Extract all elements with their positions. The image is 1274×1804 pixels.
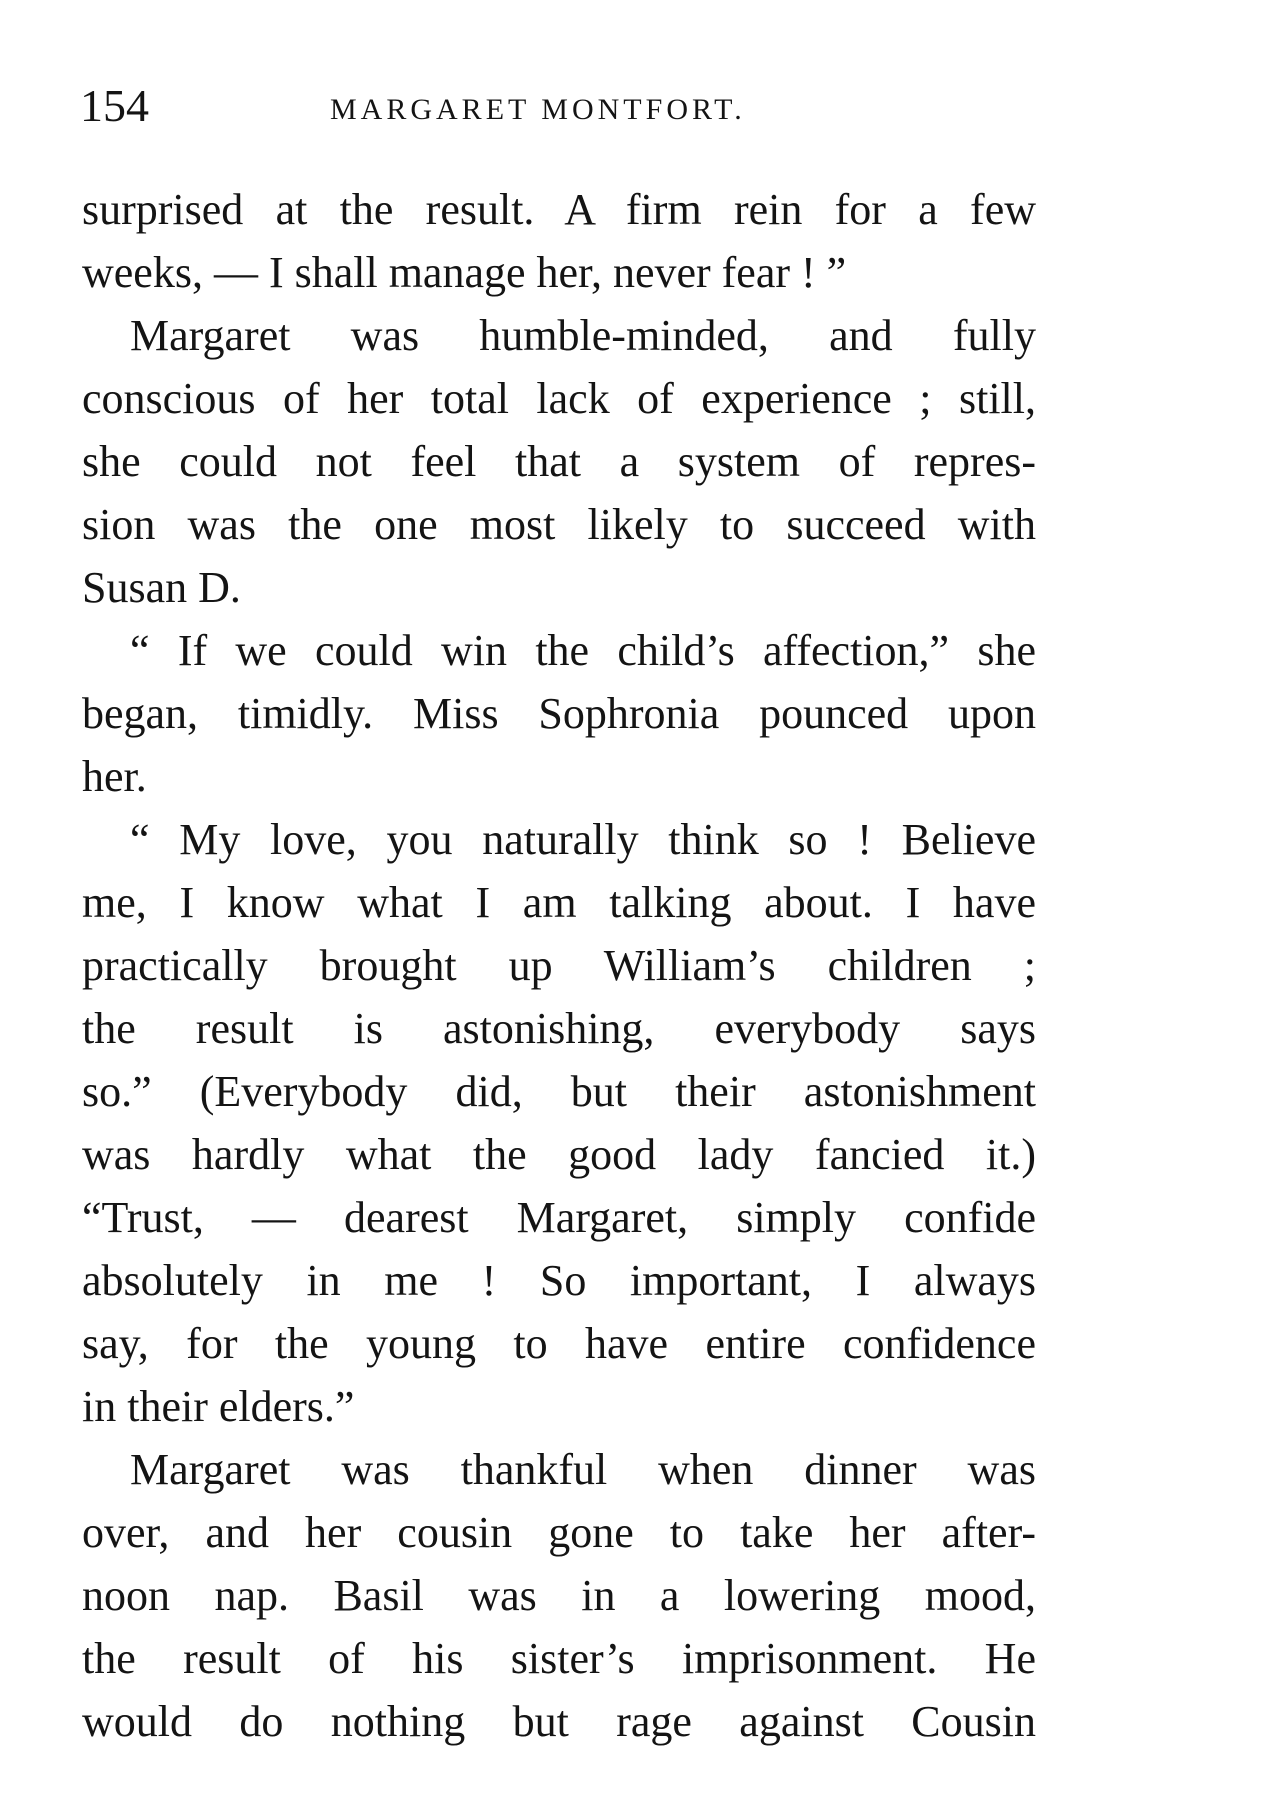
paragraph-first-line: Margaret was humble-minded, and fully: [130, 311, 1036, 360]
text-line: “Trust, — dearest Margaret, simply confide: [82, 1193, 1036, 1242]
text-line: me, I know what I am talking about. I have: [82, 878, 1036, 927]
text-line: conscious of her total lack of experience ; still,: [82, 374, 1036, 423]
text-line: her.: [82, 752, 147, 801]
text-line: the result is astonishing, everybody says: [82, 1004, 1036, 1053]
text-line: Susan D.: [82, 563, 241, 612]
running-head: [80, 78, 1040, 134]
text-line: so.” (Everybody did, but their astonishment: [82, 1067, 1036, 1116]
text-line: would do nothing but rage against Cousin: [82, 1697, 1036, 1746]
text-line: in their elders.”: [82, 1382, 355, 1431]
text-line: sion was the one most likely to succeed with: [82, 500, 1036, 549]
page-number: 154: [80, 80, 149, 131]
text-line: say, for the young to have entire confidence: [82, 1319, 1036, 1368]
text-line: surprised at the result. A firm rein for a few: [82, 185, 1036, 234]
text-line: over, and her cousin gone to take her after-: [82, 1508, 1036, 1557]
paragraph-first-line: Margaret was thankful when dinner was: [130, 1445, 1036, 1494]
text-line: the result of his sister’s imprisonment. He: [82, 1634, 1036, 1683]
text-line: noon nap. Basil was in a lowering mood,: [82, 1571, 1036, 1620]
text-line: absolutely in me ! So important, I always: [82, 1256, 1036, 1305]
paragraph-first-line: “ If we could win the child’s affection,” she: [130, 626, 1036, 675]
body-text: [82, 178, 1036, 1753]
text-line: was hardly what the good lady fancied it.): [82, 1130, 1036, 1179]
text-line: she could not feel that a system of repres-: [82, 437, 1036, 486]
paragraph-first-line: “ My love, you naturally think so ! Believe: [130, 815, 1036, 864]
running-title: MARGARET MONTFORT.: [330, 93, 746, 126]
text-line: began, timidly. Miss Sophronia pounced upon: [82, 689, 1036, 738]
text-line: practically brought up William’s children ;: [82, 941, 1036, 990]
text-line: weeks, — I shall manage her, never fear ! ”: [82, 248, 847, 297]
